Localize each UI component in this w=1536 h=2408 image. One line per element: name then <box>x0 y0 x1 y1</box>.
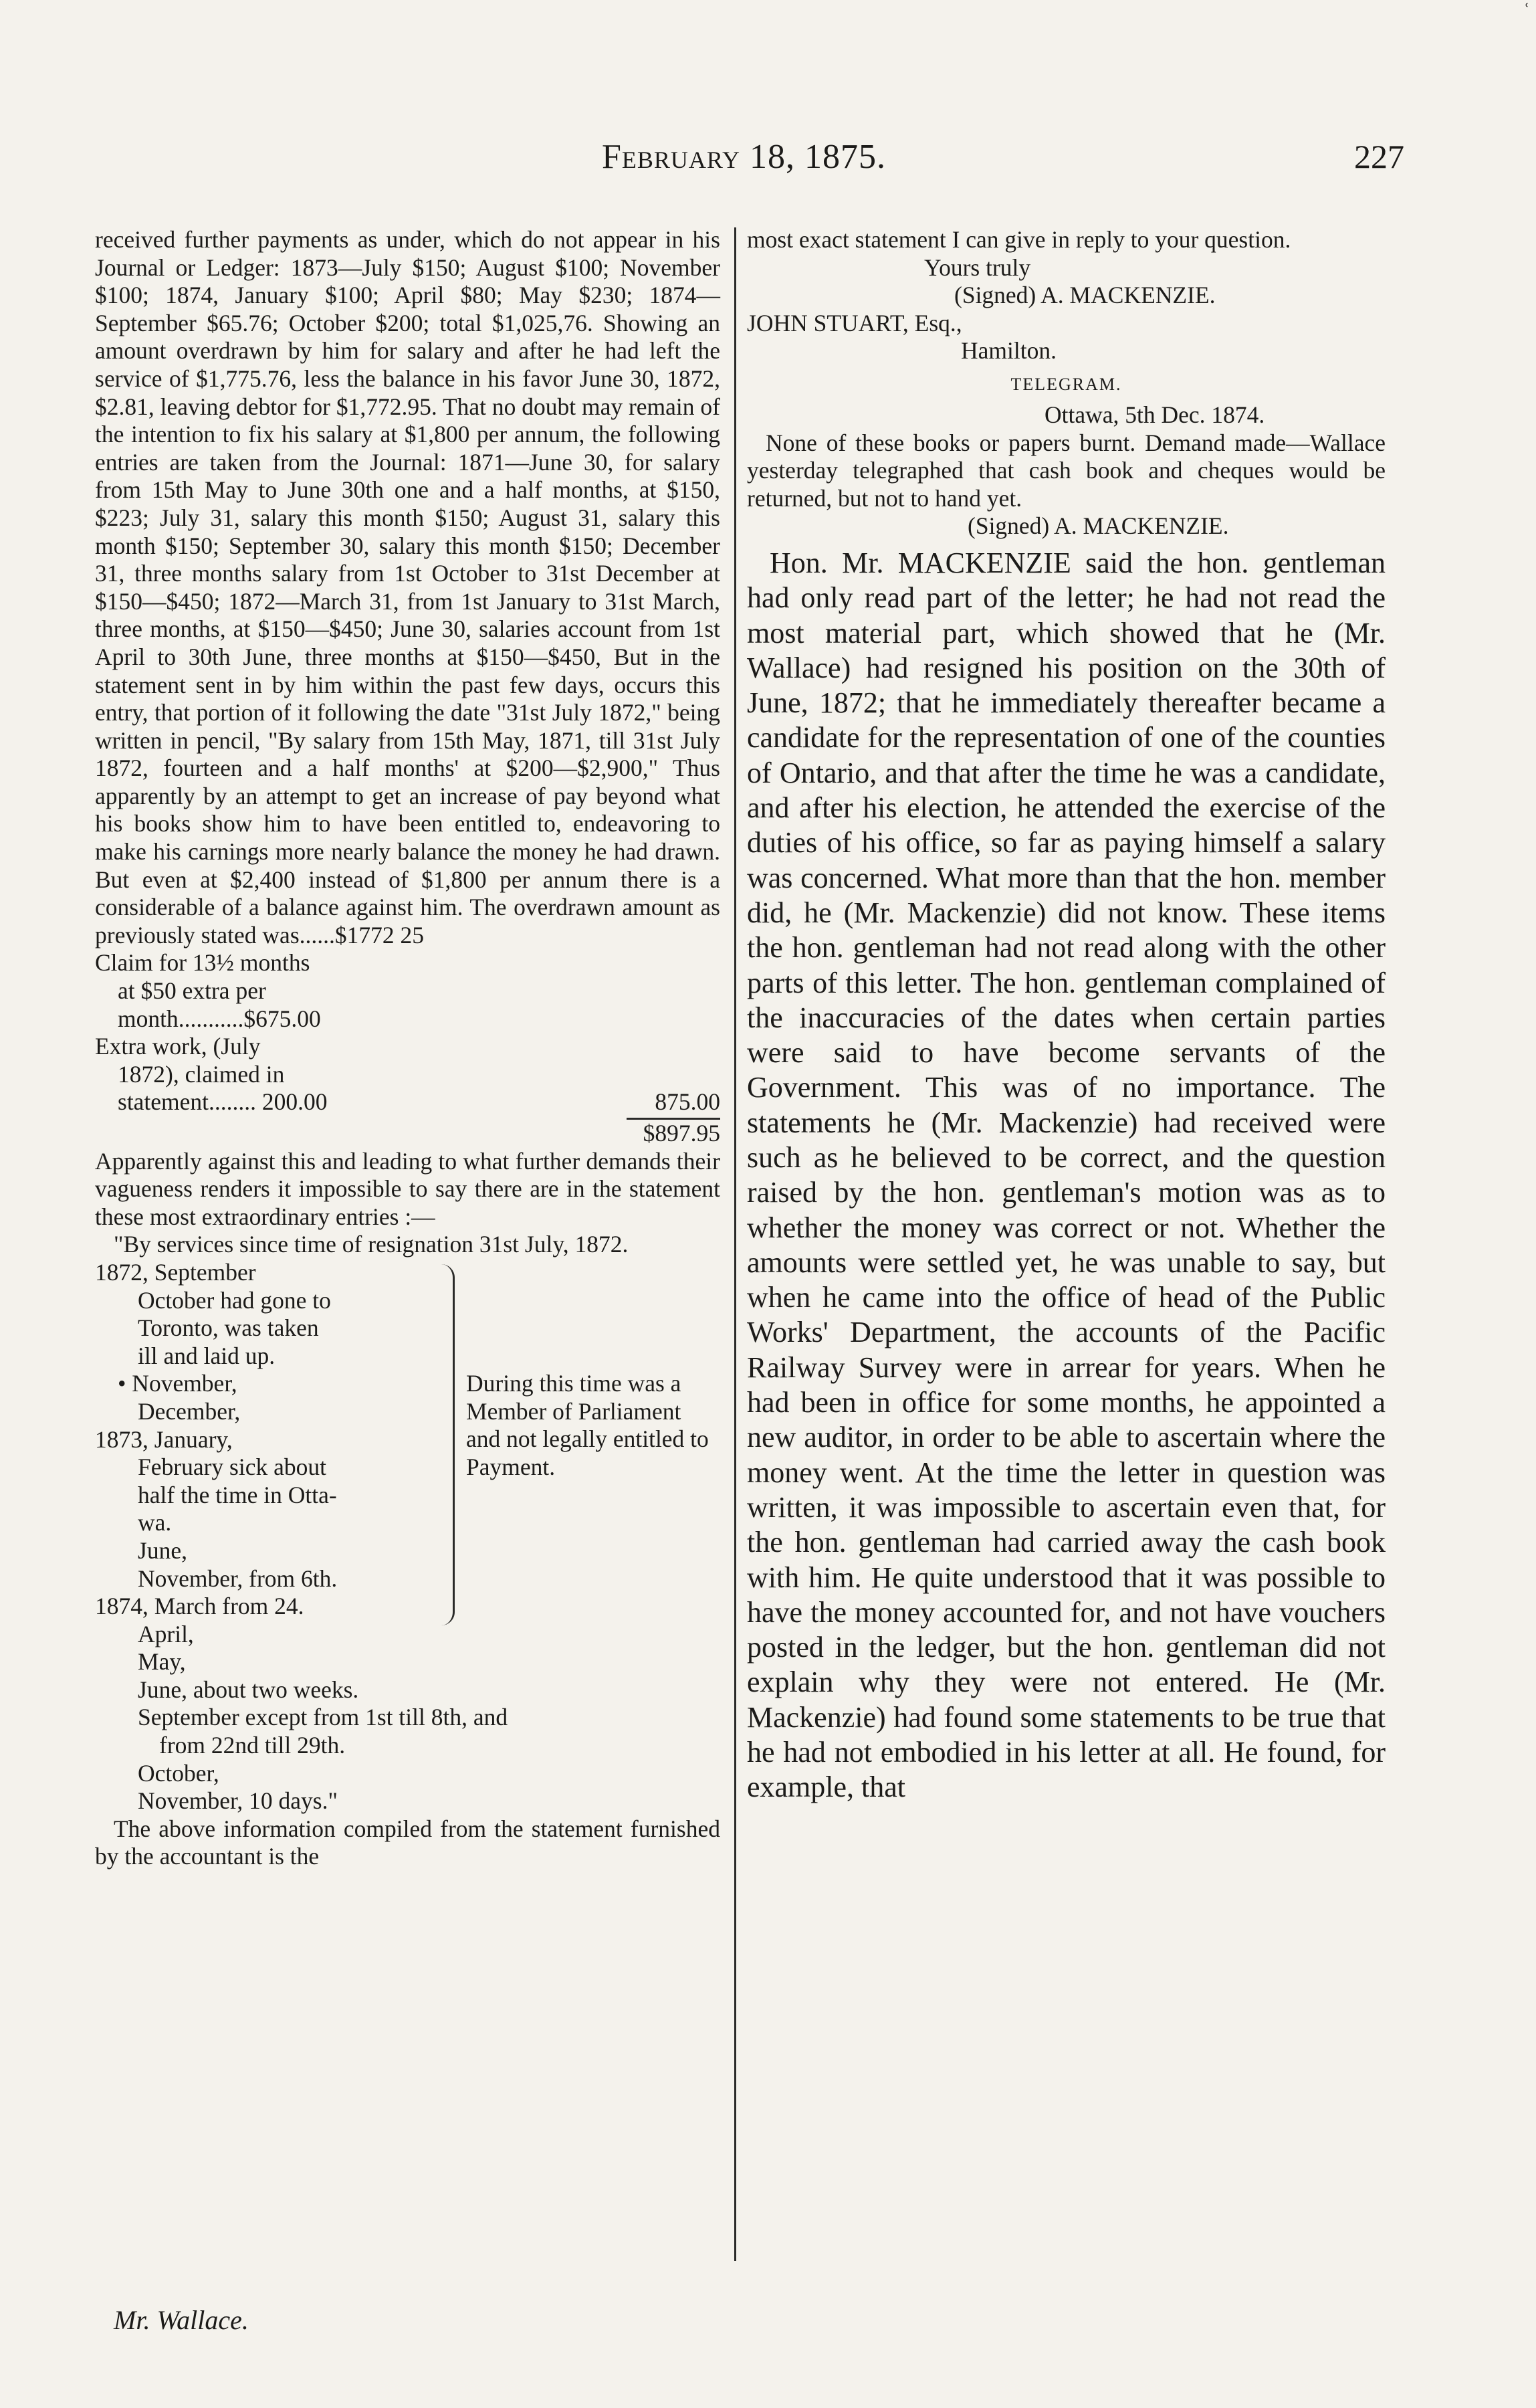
page-corner-mark: ʿ <box>1523 0 1530 22</box>
claim-line: month...........$675.00 <box>118 1005 321 1032</box>
entry-line: • November, <box>118 1370 237 1397</box>
entry-line: September except from 1st till 8th, and <box>138 1704 508 1731</box>
entries-continued <box>95 1621 720 1815</box>
telegram-text: None of these books or papers burnt. Demand made—Wallace yesterday telegraphed that cash book and cheques would be returned, but not to hand yet. <box>747 429 1386 512</box>
claim-block <box>95 949 720 1147</box>
closing: Yours truly <box>924 254 1031 281</box>
claim-line-last: statement........ 200.00 875.00 <box>118 1088 720 1116</box>
entry-line: November, 10 days." <box>138 1787 338 1815</box>
right-paragraph-1: most exact statement I can give in reply to your question. <box>747 226 1291 253</box>
entries-bracket-block <box>95 1259 720 1621</box>
footer-speaker: Mr. Wallace. <box>114 2305 249 2335</box>
right-column <box>747 226 1386 1805</box>
entry-line: 1872, September <box>95 1258 256 1286</box>
entry-line: May, <box>138 1648 186 1676</box>
entry-line: April, <box>138 1620 194 1647</box>
claim-line: at $50 extra per <box>118 977 266 1005</box>
entries-list <box>95 1259 416 1621</box>
entry-line: half the time in Otta- <box>138 1481 337 1508</box>
addressee-city: Hamilton. <box>961 337 1057 365</box>
entry-line: Toronto, was taken <box>138 1314 319 1342</box>
addressee: JOHN STUART, Esq., <box>747 309 962 336</box>
entry-line: June, <box>138 1536 187 1564</box>
left-paragraph-3: The above information compiled from the statement furnished by the accountant is the <box>95 1815 720 1870</box>
speech-paragraph: Hon. Mr. MACKENZIE said the hon. gentleman had only read part of the letter; he had not read the most material part, which showed that he (Mr. Wallace) had resigned his position on the 30th of June, 1872; that he immediately thereafter became a candidate for the representation of one of the counties of Ontario, and that after the time he was a candidate, and after his election, he attended the exercise of the duties of his office, so far as paying himself a salary was concerned. What more than that the hon. member did, he (Mr. Mackenzie) did not know. These items the hon. gentleman had not read along with the other parts of this letter. The hon. gentleman complained of the inaccuracies of the dates when certain parties were said to have become servants of the Government. This was of no importance. The statements he (Mr. Mackenzie) had received were such as he believed to be correct, and the question raised by the hon. gentleman's motion was as to whether the money was correct or not. Whether the amounts were settled yet, he was unable to say, but when he came into the office of head of the Public Works' Department, the accounts of the Pacific Railway Survey were in arrear for years. When he had been in office for some months, he appointed a new auditor, in order to be able to ascertain where the money went. At the time the letter in question was written, it was impossible to ascertain even that, for the hon. gentleman had carried away the cash book with him. He quite understood that it was possible to have the money accounted for, and not have vouchers posted in the ledger, but the hon. gentleman did not explain why they were not entered. He (Mr. Mackenzie) had found some statements to be true that he had not embodied in his letter at all. He found, for example, that <box>747 546 1386 1804</box>
entry-line: February sick about <box>138 1453 326 1481</box>
signature-2: (Signed) A. MACKENZIE. <box>968 512 1229 540</box>
telegram-label: TELEGRAM. <box>1010 374 1122 394</box>
entry-line: November, from 6th. <box>138 1565 338 1592</box>
signature-1: (Signed) A. MACKENZIE. <box>954 282 1216 309</box>
entry-line: 1874, March from 24. <box>95 1593 304 1620</box>
left-paragraph-1: received further payments as under, which do not appear in his Journal or Ledger: 1873—July $150; August $100; November $100; 1874, January $100; April $80; May $230; 1874—September $65.76; October $200; total $1,025,76. Showing an amount overdrawn by him for salary and after he had left the service of $1,775.76, less the balance in his favor June 30, 1872, $2.81, leaving debtor for $1,772.95. That no doubt may remain of the intention to fix his salary at $1,800 per annum, the following entries are taken from the Journal: 1871—June 30, for salary from 15th May to June 30th one and a half months, at $150, $223; July 31, salary this month $150; August 31, salary this month $150; September 30, salary this month $150; December 31, three months salary from 1st October to 31st December at $150—$450; 1872—March 31, from 1st January to 31st March, three months, at $150—$450; June 30, salaries account from 1st April to 30th June, three months at $150—$450, But in the statement sent in by him within the past few days, occurs this entry, that portion of it following the date "31st July 1872," being written in pencil, "By salary from 15th May, 1871, till 31st July 1872, fourteen and a half months' at $200—$2,900," Thus apparently by an attempt to get an increase of pay beyond what his books show him to have been entitled to, endeavoring to make his carnings more nearly balance the money he had drawn. But even at $2,400 instead of $1,800 per annum there is a considerable of a balance against him. The overdrawn amount as previously stated was......$1772 25 <box>95 226 720 948</box>
claim-line: Extra work, (July <box>95 1033 261 1060</box>
entry-line: 1873, January, <box>95 1425 233 1453</box>
left-column <box>95 226 720 1871</box>
entry-line: ill and laid up. <box>138 1342 276 1369</box>
page-number: 227 <box>1354 138 1404 175</box>
running-header <box>94 137 1404 184</box>
quote-start: "By services since time of resignation 31st July, 1872. <box>114 1231 629 1258</box>
claim-total: 875.00 <box>655 1088 720 1116</box>
right-brace <box>439 1264 455 1625</box>
entry-line: wa. <box>138 1509 172 1536</box>
left-paragraph-2: Apparently against this and leading to what further demands their vagueness renders it impossible to say there are in the statement these most extraordinary entries :— <box>95 1147 720 1230</box>
telegram-date: Ottawa, 5th Dec. 1874. <box>1045 401 1265 428</box>
entry-line: from 22nd till 29th. <box>159 1732 346 1759</box>
entry-line: October, <box>138 1759 219 1787</box>
header-date: February 18, 1875. <box>602 138 886 176</box>
entry-line: June, about two weeks. <box>138 1676 359 1703</box>
claim-line: Claim for 13½ months <box>95 949 310 977</box>
entry-line: December, <box>138 1397 241 1425</box>
bracket-note: During this time was a Member of Parliament and not legally entitled to Payment. <box>466 1369 709 1480</box>
overdrawn-amount: $1772 25 <box>334 921 425 948</box>
column-divider <box>734 227 736 2261</box>
entry-line: October had gone to <box>138 1286 331 1314</box>
claim-line: 1872), claimed in <box>118 1060 285 1088</box>
grand-total: $897.95 <box>643 1120 720 1146</box>
